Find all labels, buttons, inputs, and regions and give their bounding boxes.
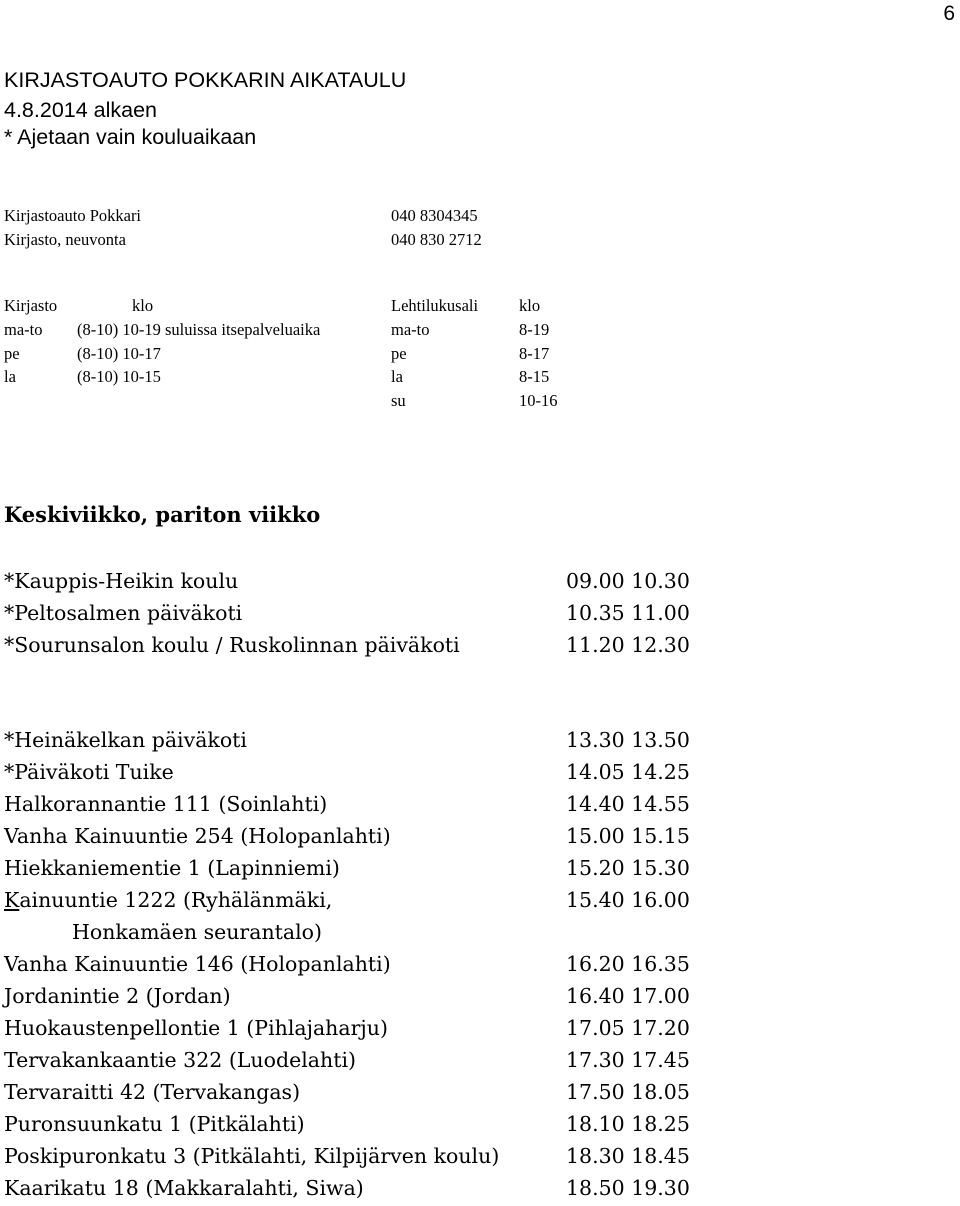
stop-row: [4, 1178, 904, 1206]
reading-room-time: 8-19: [519, 320, 550, 339]
stop-place: Hiekkaniementie 1 (Lapinniemi): [4, 856, 340, 880]
reading-room-klo-header: klo: [519, 296, 541, 315]
contact-phone: 040 8304345: [391, 206, 478, 225]
library-day: ma-to: [4, 320, 43, 339]
stop-time: 16.40 17.00: [566, 984, 690, 1008]
effective-date: 4.8.2014 alkaen: [4, 98, 158, 122]
contact-phone: 040 830 2712: [391, 230, 482, 249]
stop-place: *Päiväkoti Tuike: [4, 760, 174, 784]
stop-place: Halkorannantie 111 (Soinlahti): [4, 792, 328, 816]
stop-place: Tervakankaantie 322 (Luodelahti): [4, 1048, 357, 1072]
reading-room-day: su: [391, 391, 406, 410]
library-day: pe: [4, 344, 20, 363]
stop-row: [4, 1050, 904, 1078]
section-title: Keskiviikko, pariton viikko: [4, 502, 321, 527]
stop-row: [4, 986, 904, 1014]
stop-row: [4, 890, 904, 918]
stop-place-continuation: Honkamäen seurantalo): [72, 920, 323, 944]
stop-row: [4, 1018, 904, 1046]
stop-time: 18.30 18.45: [566, 1144, 690, 1168]
schedule-title: KIRJASTOAUTO POKKARIN AIKATAULU: [4, 68, 407, 92]
stop-place: Huokaustenpellontie 1 (Pihlajaharju): [4, 1016, 388, 1040]
stop-place: Puronsuunkatu 1 (Pitkälahti): [4, 1112, 305, 1136]
stop-place: *Sourunsalon koulu / Ruskolinnan päiväkoti: [4, 633, 460, 657]
reading-room-day: ma-to: [391, 320, 430, 339]
stop-place: *Peltosalmen päiväkoti: [4, 601, 243, 625]
stop-place: *Heinäkelkan päiväkoti: [4, 728, 247, 752]
stop-row: [4, 762, 904, 790]
stop-place: [4, 890, 332, 911]
stop-time: 13.30 13.50: [566, 728, 690, 752]
stop-place: Vanha Kainuuntie 254 (Holopanlahti): [4, 824, 391, 848]
stop-time: 16.20 16.35: [566, 952, 690, 976]
stop-time: 18.50 19.30: [566, 1176, 690, 1200]
stop-time: 17.30 17.45: [566, 1048, 690, 1072]
stop-place: Tervaraitti 42 (Tervakangas): [4, 1080, 301, 1104]
stop-row: [4, 571, 904, 599]
stop-time: 10.35 11.00: [566, 601, 690, 625]
contact-name: Kirjastoauto Pokkari: [4, 206, 142, 225]
library-time: (8-10) 10-17: [77, 344, 161, 363]
stop-row: [4, 826, 904, 854]
stop-time: 14.40 14.55: [566, 792, 690, 816]
stop-time: 17.05 17.20: [566, 1016, 690, 1040]
stop-row: [4, 858, 904, 886]
stop-place-initial: K: [4, 888, 20, 912]
stop-time: 15.20 15.30: [566, 856, 690, 880]
stop-place: Jordanintie 2 (Jordan): [4, 984, 231, 1008]
stop-time: 11.20 12.30: [566, 633, 690, 657]
stop-row: [4, 1146, 904, 1174]
stop-place-rest: ainuuntie 1222 (Ryhälänmäki,: [19, 888, 333, 912]
stop-row: [4, 635, 904, 663]
stop-row: [4, 794, 904, 822]
contact-name: Kirjasto, neuvonta: [4, 230, 126, 249]
page-number: 6: [943, 2, 955, 25]
reading-room-header: Lehtilukusali: [391, 296, 479, 315]
stop-time: 17.50 18.05: [566, 1080, 690, 1104]
school-time-note: * Ajetaan vain kouluaikaan: [4, 125, 257, 149]
reading-room-time: 8-17: [519, 344, 550, 363]
stop-time: 18.10 18.25: [566, 1112, 690, 1136]
stop-time: 14.05 14.25: [566, 760, 690, 784]
reading-room-day: la: [391, 367, 403, 386]
stop-time: 15.00 15.15: [566, 824, 690, 848]
library-time: (8-10) 10-19 suluissa itsepalveluaika: [77, 320, 321, 339]
reading-room-time: 10-16: [519, 391, 558, 410]
stop-place: Poskipuronkatu 3 (Pitkälahti, Kilpijärven koulu): [4, 1144, 500, 1168]
library-header: Kirjasto: [4, 296, 58, 315]
stop-row: [4, 730, 904, 758]
stop-row: [4, 1082, 904, 1110]
stop-place: Vanha Kainuuntie 146 (Holopanlahti): [4, 952, 391, 976]
library-day: la: [4, 367, 16, 386]
stop-row: [4, 603, 904, 631]
stop-row: [4, 1114, 904, 1142]
reading-room-day: pe: [391, 344, 407, 363]
stop-place: *Kauppis-Heikin koulu: [4, 569, 239, 593]
library-klo-header: klo: [132, 296, 154, 315]
stop-row: [4, 954, 904, 982]
stop-time: 09.00 10.30: [566, 569, 690, 593]
library-time: (8-10) 10-15: [77, 367, 161, 386]
stop-place: Kaarikatu 18 (Makkaralahti, Siwa): [4, 1176, 364, 1200]
stop-time: 15.40 16.00: [566, 888, 690, 912]
reading-room-time: 8-15: [519, 367, 550, 386]
